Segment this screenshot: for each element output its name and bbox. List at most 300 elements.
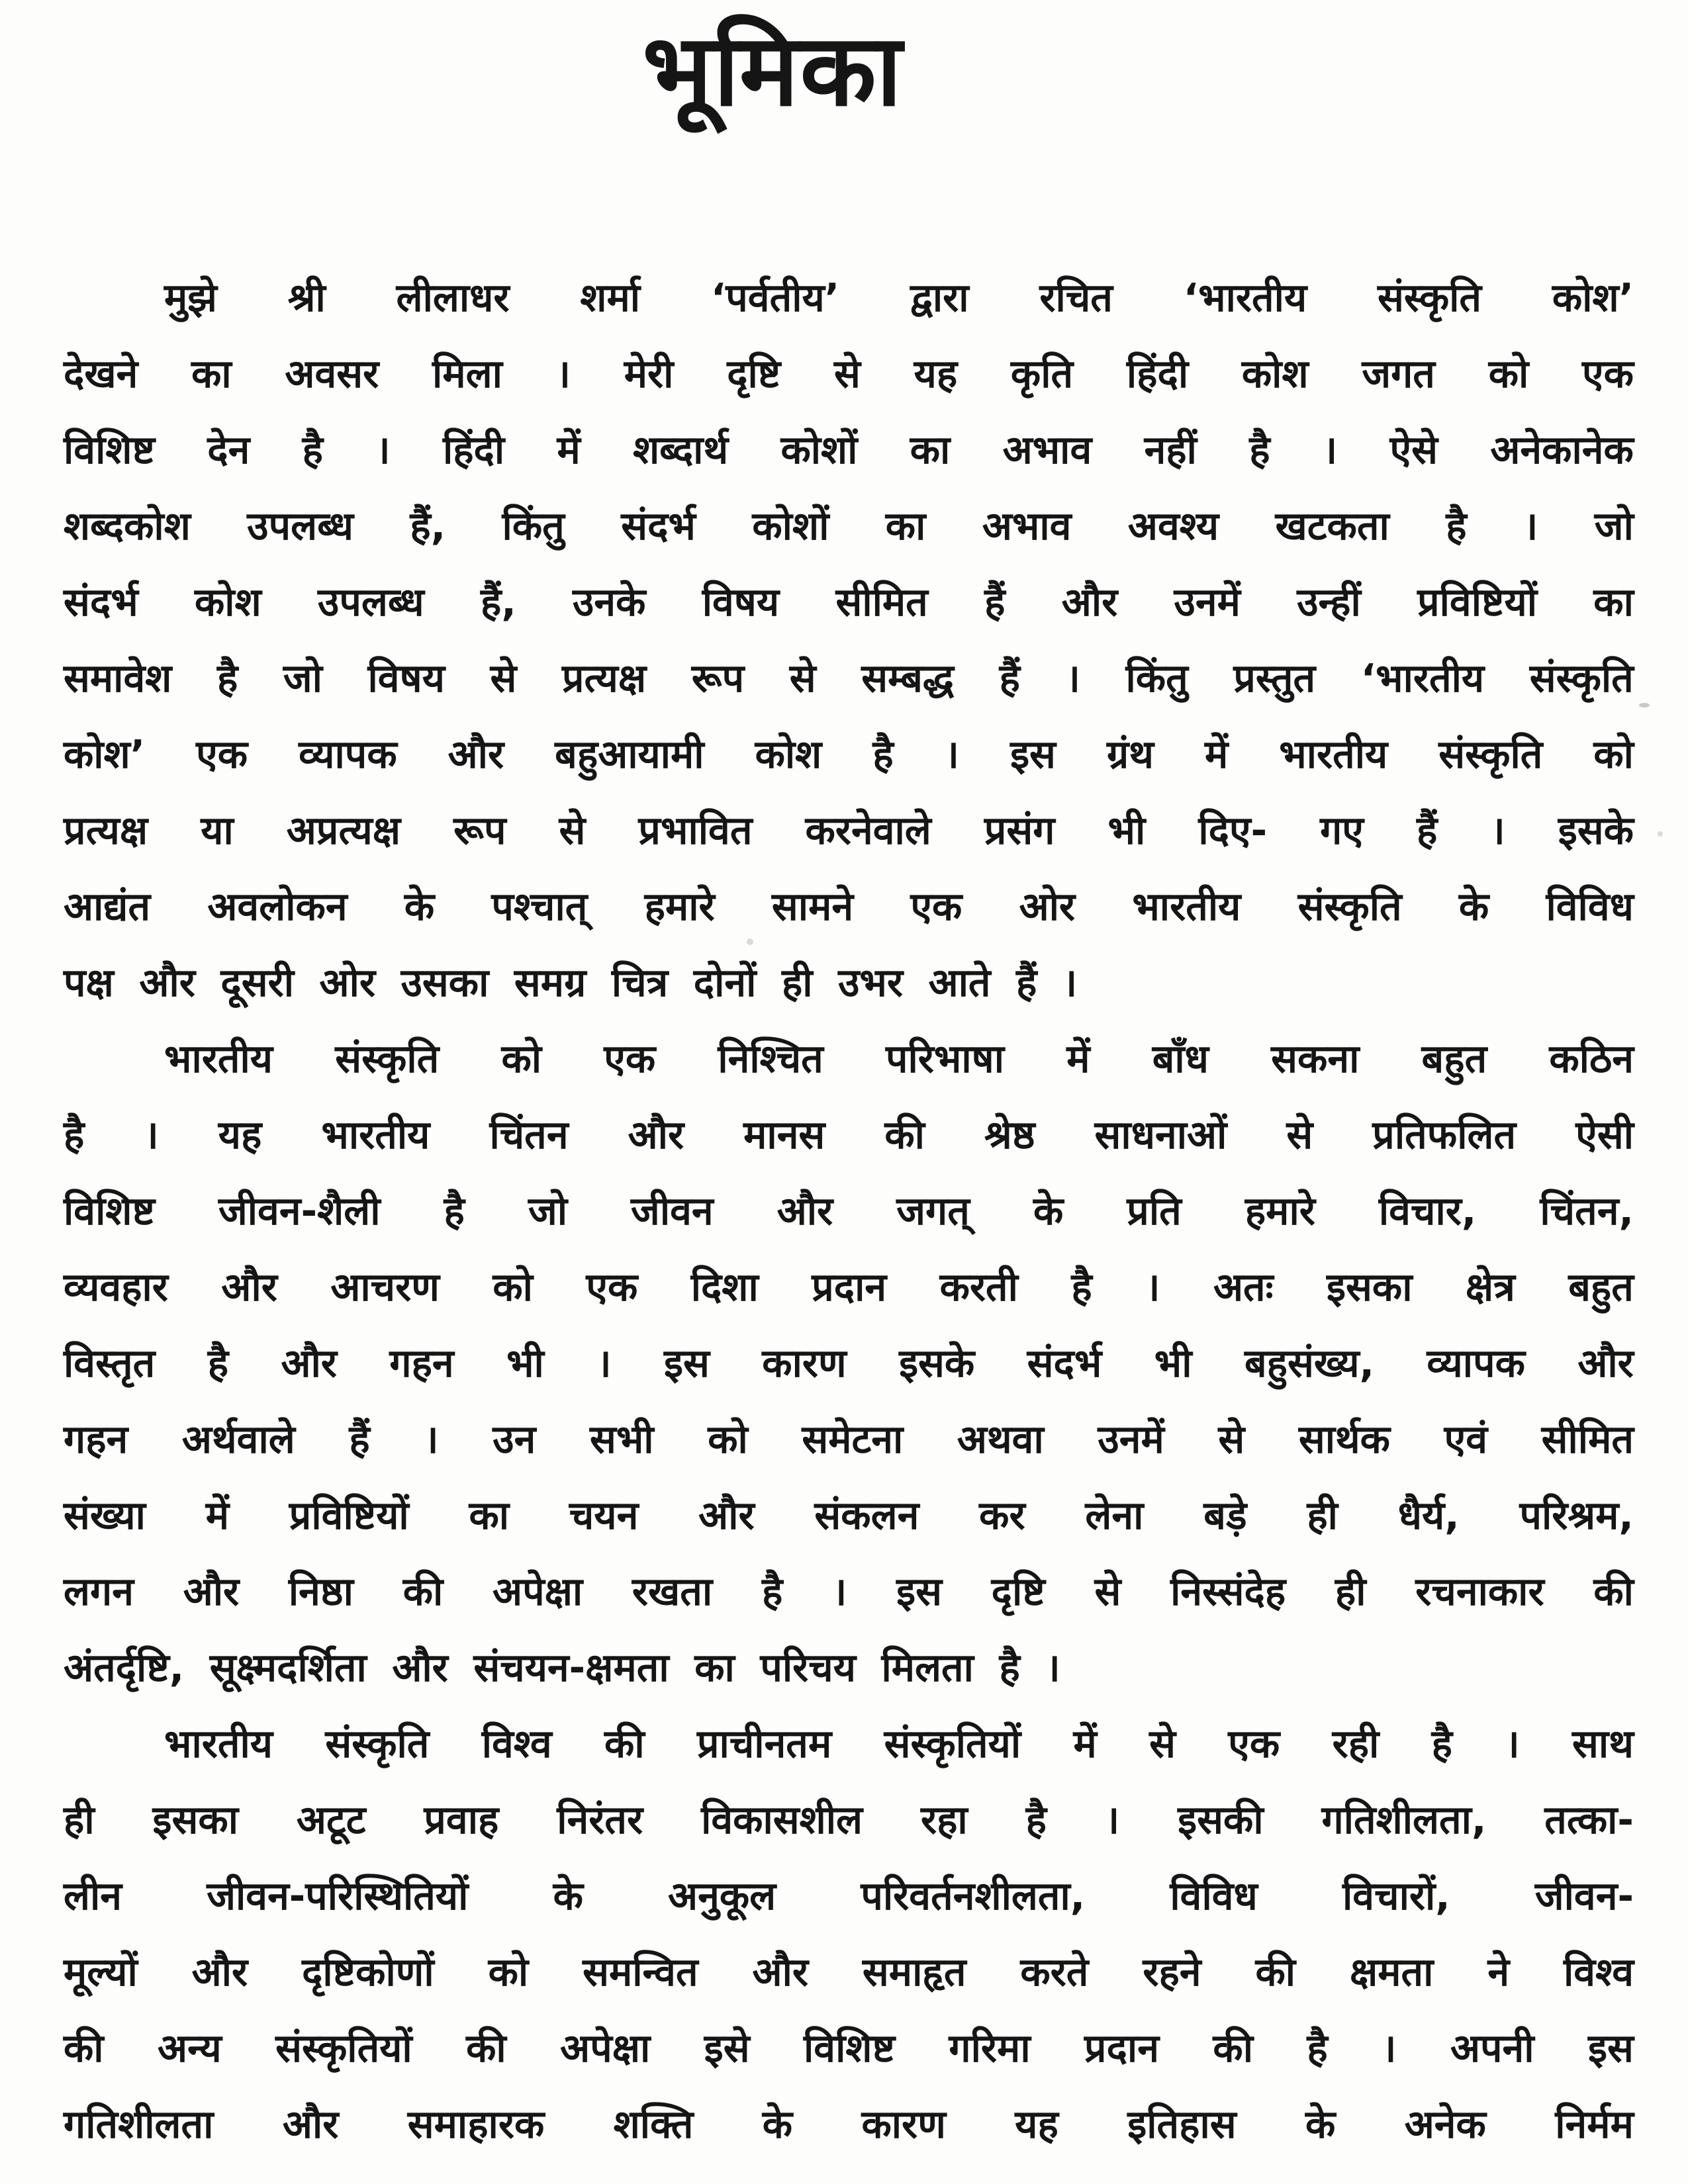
word: है xyxy=(872,731,894,777)
word: जो xyxy=(283,655,322,701)
word: इसका xyxy=(1327,1264,1413,1310)
word: दिशा xyxy=(690,1264,759,1310)
text-line xyxy=(64,2010,1634,2086)
word: । xyxy=(1523,503,1538,549)
word: इसे xyxy=(704,2025,750,2071)
text-line xyxy=(64,1021,1634,1097)
word: और xyxy=(752,1949,809,1995)
word: नहीं xyxy=(1144,427,1197,473)
word: परिभाषा xyxy=(885,1036,1005,1081)
word: रचनाकार xyxy=(1415,1569,1544,1614)
word: किंतु xyxy=(502,503,565,549)
text-line xyxy=(64,1325,1634,1401)
word: समेटना xyxy=(802,1416,904,1462)
word: बहुत xyxy=(1421,1036,1487,1081)
word: के xyxy=(1458,884,1489,929)
word: हैं xyxy=(984,579,1006,625)
word: अभाव xyxy=(982,503,1072,549)
word: सीमित xyxy=(835,579,928,625)
word: की xyxy=(1213,2025,1253,2071)
word: से xyxy=(559,807,586,853)
word: संदर्भ xyxy=(1027,1340,1102,1386)
word: प्रवाह xyxy=(424,1797,499,1843)
word: । xyxy=(1104,1797,1120,1843)
word: की xyxy=(466,2025,506,2071)
word: ‘पर्वतीय’ xyxy=(710,275,840,320)
word: एक xyxy=(910,884,962,929)
word: गहन xyxy=(389,1340,454,1386)
word: प्रत्यक्ष xyxy=(561,655,647,701)
word: से xyxy=(834,351,861,396)
word: धैर्य, xyxy=(1397,1492,1460,1538)
word: समन्वित xyxy=(583,1949,698,1995)
page-title: भूमिका xyxy=(642,13,904,128)
word: विचारों, xyxy=(1342,1873,1450,1919)
word: प्रत्यक्ष xyxy=(64,807,148,853)
word: विशिष्ट xyxy=(64,1188,155,1234)
word: उन xyxy=(492,1416,536,1462)
word: लेना xyxy=(1085,1492,1144,1538)
word: ग्रंथ xyxy=(1106,731,1154,777)
word: आचरण xyxy=(330,1264,440,1310)
word: परिश्रम, xyxy=(1519,1492,1634,1538)
word: संदर्भ xyxy=(621,503,696,549)
text-line xyxy=(64,564,1634,640)
word: दृष्टि xyxy=(727,351,781,396)
word: प्रभावित xyxy=(638,807,753,853)
word: रही xyxy=(1332,1721,1380,1766)
word: जगत xyxy=(1362,351,1435,396)
text-line xyxy=(64,716,1634,792)
word: शब्दकोश xyxy=(64,503,191,549)
word: और xyxy=(191,1949,248,1995)
word: निस्संदेह xyxy=(1170,1569,1286,1614)
word: । xyxy=(375,427,391,473)
word: उपलब्ध xyxy=(247,503,353,549)
word: करते xyxy=(1020,1949,1089,1995)
word: कोशों xyxy=(752,503,829,549)
word: व्यापक xyxy=(299,731,397,777)
word: । xyxy=(1505,1721,1520,1766)
word: द्वारा xyxy=(910,275,969,320)
word: और xyxy=(1061,579,1118,625)
word: अनेकानेक xyxy=(1490,427,1634,473)
word: की xyxy=(1593,1569,1634,1614)
word: है xyxy=(1307,2025,1328,2071)
word: मानस xyxy=(743,1112,825,1158)
word: और xyxy=(221,1264,277,1310)
word: देखने xyxy=(64,351,138,396)
word: ही xyxy=(1335,1569,1366,1614)
word: । xyxy=(1490,807,1505,853)
word: को xyxy=(501,1036,542,1081)
word: अपेक्षा xyxy=(560,2025,651,2071)
paragraph xyxy=(64,259,1634,1021)
word: संस्कृति xyxy=(1377,275,1482,320)
word: कृति xyxy=(1010,351,1074,396)
word: में xyxy=(205,1492,229,1538)
word: ओर xyxy=(1019,884,1076,929)
word: है xyxy=(207,1340,229,1386)
word: समाहृत xyxy=(862,1949,966,1995)
word: । xyxy=(944,731,960,777)
word: संकलन xyxy=(814,1492,919,1538)
word: इस xyxy=(896,1569,942,1614)
word: रचित xyxy=(1039,275,1113,320)
word: करती xyxy=(939,1264,1018,1310)
word: मेरी xyxy=(624,351,674,396)
text-line xyxy=(64,1782,1634,1858)
word: संस्कृति xyxy=(1529,655,1634,701)
word: के xyxy=(553,1873,583,1919)
word: अवलोकन xyxy=(207,884,348,929)
word: विविध xyxy=(1170,1873,1258,1919)
word: अर्थवाले xyxy=(181,1416,295,1462)
word: भारतीय xyxy=(1279,731,1388,777)
text-line xyxy=(64,488,1634,564)
word: इस xyxy=(1010,731,1056,777)
word: मुझे xyxy=(164,275,217,320)
word: कर xyxy=(979,1492,1025,1538)
word: की xyxy=(884,1112,925,1158)
word: हैं xyxy=(1416,807,1438,853)
word: क्षेत्र xyxy=(1465,1264,1515,1310)
word: सामने xyxy=(771,884,854,929)
word: संख्या xyxy=(64,1492,146,1538)
text-line xyxy=(64,412,1634,488)
word: इस xyxy=(664,1340,710,1386)
word: ऐसी xyxy=(1575,1112,1634,1158)
word: है xyxy=(1431,1721,1452,1766)
word: और xyxy=(1577,1340,1634,1386)
title-area xyxy=(0,0,1688,134)
word: इसके xyxy=(1558,807,1634,853)
word: है xyxy=(761,1569,783,1614)
word: देन xyxy=(207,427,250,473)
word: जीवन-शैली xyxy=(218,1188,381,1234)
word: का xyxy=(191,351,232,396)
word: के xyxy=(1305,2101,1336,2147)
word: हैं, xyxy=(480,579,516,625)
word: हिंदी xyxy=(442,427,505,473)
word: प्राचीनतम xyxy=(696,1721,832,1766)
word: से xyxy=(1094,1569,1121,1614)
text-line xyxy=(64,259,1634,336)
word: गहन xyxy=(64,1416,128,1462)
word: लगन xyxy=(64,1569,134,1614)
word: परिवर्तनशीलता, xyxy=(861,1873,1086,1919)
word: । xyxy=(832,1569,847,1614)
text-line xyxy=(64,1401,1634,1477)
word: । xyxy=(1382,2025,1397,2071)
text-line xyxy=(64,1553,1634,1629)
word: किंतु xyxy=(1125,655,1188,701)
text-line xyxy=(64,792,1634,868)
scan-speck xyxy=(747,938,753,945)
word: अथवा xyxy=(957,1416,1044,1462)
word: में xyxy=(557,427,581,473)
word: ‘भारतीय xyxy=(1183,275,1307,320)
word: हैं xyxy=(349,1416,370,1462)
word: प्रसंग xyxy=(984,807,1055,853)
word: है xyxy=(302,427,323,473)
word: भारतीय xyxy=(164,1721,273,1766)
word: एक xyxy=(586,1264,638,1310)
word: संस्कृति xyxy=(335,1036,440,1081)
word: अप्रत्यक्ष xyxy=(286,807,401,853)
word: और xyxy=(282,2101,339,2147)
word: रहा xyxy=(920,1797,968,1843)
word: विश्व xyxy=(1564,1949,1634,1995)
word: शर्मा xyxy=(580,275,641,320)
word: अवश्य xyxy=(1127,503,1219,549)
text-line xyxy=(64,1858,1634,1934)
word: इसका xyxy=(152,1797,238,1843)
word: उपलब्ध xyxy=(318,579,424,625)
text-line xyxy=(64,868,1634,944)
word: बहुआयामी xyxy=(555,731,704,777)
word: यह xyxy=(218,1112,262,1158)
word: जीवन xyxy=(631,1188,714,1234)
word: संस्कृति xyxy=(1297,884,1402,929)
word: संस्कृतियों xyxy=(275,2025,412,2071)
word: मूल्यों xyxy=(64,1949,138,1995)
word: भी xyxy=(506,1340,544,1386)
word: और xyxy=(447,731,504,777)
word: का xyxy=(885,503,926,549)
text-line xyxy=(64,1477,1634,1553)
word: गरिमा xyxy=(949,2025,1031,2071)
word: है xyxy=(1071,1264,1092,1310)
word: में xyxy=(1066,1036,1090,1081)
text-line: पक्ष और दूसरी ओर उसका समग्र चित्र दोनों ही उभर आते हैं । xyxy=(64,960,1078,1005)
text-line xyxy=(64,336,1634,412)
word: विचार, xyxy=(1378,1188,1477,1234)
word: में xyxy=(1073,1721,1097,1766)
word: और xyxy=(628,1112,684,1158)
word: जीवन- xyxy=(1534,1873,1634,1919)
word: क्षमता xyxy=(1349,1949,1434,1995)
word: और xyxy=(183,1569,240,1614)
word: करनेवाले xyxy=(805,807,931,853)
word: हमारे xyxy=(1244,1188,1315,1234)
word: दृष्टि xyxy=(991,1569,1045,1614)
text-line xyxy=(64,1097,1634,1173)
word: श्री xyxy=(287,275,326,320)
word: पश्चात् xyxy=(491,884,588,929)
word: रखता xyxy=(632,1569,713,1614)
word: बहुसंख्य, xyxy=(1244,1340,1374,1386)
word: अतः xyxy=(1213,1264,1274,1310)
word: से xyxy=(1149,1721,1176,1766)
word: को xyxy=(708,1416,748,1462)
word: अपेक्षा xyxy=(492,1569,583,1614)
word: की xyxy=(604,1721,645,1766)
word: उनमें xyxy=(1174,579,1241,625)
word: अटूट xyxy=(296,1797,366,1843)
word: रूप xyxy=(453,807,506,853)
word: और xyxy=(698,1492,755,1538)
word: एक xyxy=(604,1036,656,1081)
word: ‘भारतीय xyxy=(1360,655,1485,701)
word: को xyxy=(492,1264,533,1310)
word: अनेक xyxy=(1404,2101,1486,2147)
word: के xyxy=(762,2101,793,2147)
word: एक xyxy=(1582,351,1634,396)
word: है xyxy=(1025,1797,1047,1843)
word: कोश xyxy=(1241,351,1309,396)
word: विकासशील xyxy=(701,1797,863,1843)
word: है xyxy=(216,655,238,701)
word: प्रविष्टियों xyxy=(1417,579,1537,625)
word: । xyxy=(1145,1264,1160,1310)
word: बड़े xyxy=(1203,1492,1247,1538)
word: में xyxy=(1204,731,1229,777)
word: और xyxy=(281,1340,337,1386)
scan-speck xyxy=(1658,831,1663,837)
text-line xyxy=(64,2086,1634,2162)
word: यह xyxy=(914,351,958,396)
text-line xyxy=(64,1706,1634,1782)
word: एक xyxy=(196,731,248,777)
word: रहने xyxy=(1143,1949,1201,1995)
word: के xyxy=(1033,1188,1064,1234)
word: सीमित xyxy=(1541,1416,1634,1462)
text-line xyxy=(64,1934,1634,2010)
word: से xyxy=(1218,1416,1245,1462)
word: से xyxy=(490,655,517,701)
word: प्रस्तुत xyxy=(1233,655,1316,701)
word: सम्बद्ध xyxy=(861,655,955,701)
word: आद्यंत xyxy=(64,884,151,929)
word: प्रतिफलित xyxy=(1372,1112,1517,1158)
word: निष्ठा xyxy=(288,1569,353,1614)
word: चिंतन xyxy=(489,1112,569,1158)
word: । xyxy=(424,1416,439,1462)
word: कोशों xyxy=(780,427,858,473)
word: अवसर xyxy=(285,351,379,396)
word: से xyxy=(1286,1112,1313,1158)
word: गतिशीलता xyxy=(64,2101,214,2147)
word: इतिहास xyxy=(1127,2101,1237,2147)
word: गए xyxy=(1320,807,1364,853)
word: विशिष्ट xyxy=(804,2025,895,2071)
word: संस्कृति xyxy=(325,1721,430,1766)
word: है xyxy=(444,1188,465,1234)
word: का xyxy=(1593,579,1634,625)
word: जगत् xyxy=(896,1188,970,1234)
word: उनमें xyxy=(1098,1416,1164,1462)
word: लीलाधर xyxy=(396,275,510,320)
word: का xyxy=(469,1492,510,1538)
word: को xyxy=(1593,731,1634,777)
text-line: अंतर्दृष्टि, सूक्ष्मदर्शिता और संचयन-क्षमता का परिचय मिलता है । xyxy=(64,1645,1060,1690)
word: ने xyxy=(1487,1949,1510,1995)
word: और xyxy=(776,1188,833,1234)
word: की xyxy=(402,1569,444,1614)
word: जो xyxy=(1594,503,1634,549)
word: रूप xyxy=(691,655,745,701)
word: कोश’ xyxy=(1552,275,1634,320)
word: व्यवहार xyxy=(64,1264,168,1310)
word: भारतीय xyxy=(1132,884,1241,929)
word: भारतीय xyxy=(321,1112,430,1158)
word: व्यापक xyxy=(1427,1340,1525,1386)
word: प्रदान xyxy=(1084,2025,1159,2071)
word: सभी xyxy=(589,1416,654,1462)
scan-speck xyxy=(1639,703,1650,707)
word: दृष्टिकोणों xyxy=(302,1949,434,1995)
word: की xyxy=(1255,1949,1296,1995)
word: जीवन-परिस्थितियों xyxy=(207,1873,469,1919)
word: साथ xyxy=(1572,1721,1634,1766)
word: । xyxy=(555,351,571,396)
word: हैं xyxy=(999,655,1020,701)
word: ऐसे xyxy=(1389,427,1438,473)
word: शब्दार्थ xyxy=(633,427,729,473)
word: विश्व xyxy=(481,1721,552,1766)
word: दिए- xyxy=(1198,807,1268,853)
word: सार्थक xyxy=(1298,1416,1390,1462)
word: । xyxy=(596,1340,612,1386)
text-line xyxy=(64,1173,1634,1249)
word: है xyxy=(1446,503,1467,549)
word: सकना xyxy=(1271,1036,1360,1081)
word: कारण xyxy=(861,2101,946,2147)
word: गतिशीलता, xyxy=(1321,1797,1487,1843)
word: अपनी xyxy=(1450,2025,1534,2071)
word: उन्हीं xyxy=(1297,579,1361,625)
word: साधनाओं xyxy=(1094,1112,1227,1158)
word: विविध xyxy=(1546,884,1634,929)
word: इसके xyxy=(899,1340,975,1386)
word: कारण xyxy=(762,1340,847,1386)
word: ही xyxy=(1307,1492,1338,1538)
word: निर्मम xyxy=(1555,2101,1634,2147)
word: भी xyxy=(1107,807,1146,853)
word: समावेश xyxy=(64,655,172,701)
word: लीन xyxy=(64,1873,122,1919)
word: चयन xyxy=(569,1492,639,1538)
word: निश्चित xyxy=(718,1036,823,1081)
word: मिला xyxy=(432,351,502,396)
word: । xyxy=(1065,655,1080,701)
word: निरंतर xyxy=(557,1797,643,1843)
word: से xyxy=(789,655,816,701)
word: अनुकूल xyxy=(668,1873,776,1919)
word: तत्का- xyxy=(1544,1797,1634,1843)
word: भी xyxy=(1154,1340,1192,1386)
word: समाहारक xyxy=(407,2101,545,2147)
text-line xyxy=(64,640,1634,716)
paragraph xyxy=(64,1021,1634,1706)
word: हिंदी xyxy=(1126,351,1189,396)
word: अभाव xyxy=(1002,427,1092,473)
word: । xyxy=(1322,427,1338,473)
word: की xyxy=(64,2025,104,2071)
word: कोश xyxy=(755,731,822,777)
word: भारतीय xyxy=(164,1036,273,1081)
word: खटकता xyxy=(1275,503,1389,549)
word: । xyxy=(144,1112,159,1158)
word: है xyxy=(64,1112,85,1158)
word: संस्कृति xyxy=(1438,731,1543,777)
word: बाँध xyxy=(1152,1036,1209,1081)
word: शक्ति xyxy=(613,2101,694,2147)
word: है xyxy=(1249,427,1270,473)
word: कोश’ xyxy=(64,731,146,777)
word: हमारे xyxy=(644,884,715,929)
